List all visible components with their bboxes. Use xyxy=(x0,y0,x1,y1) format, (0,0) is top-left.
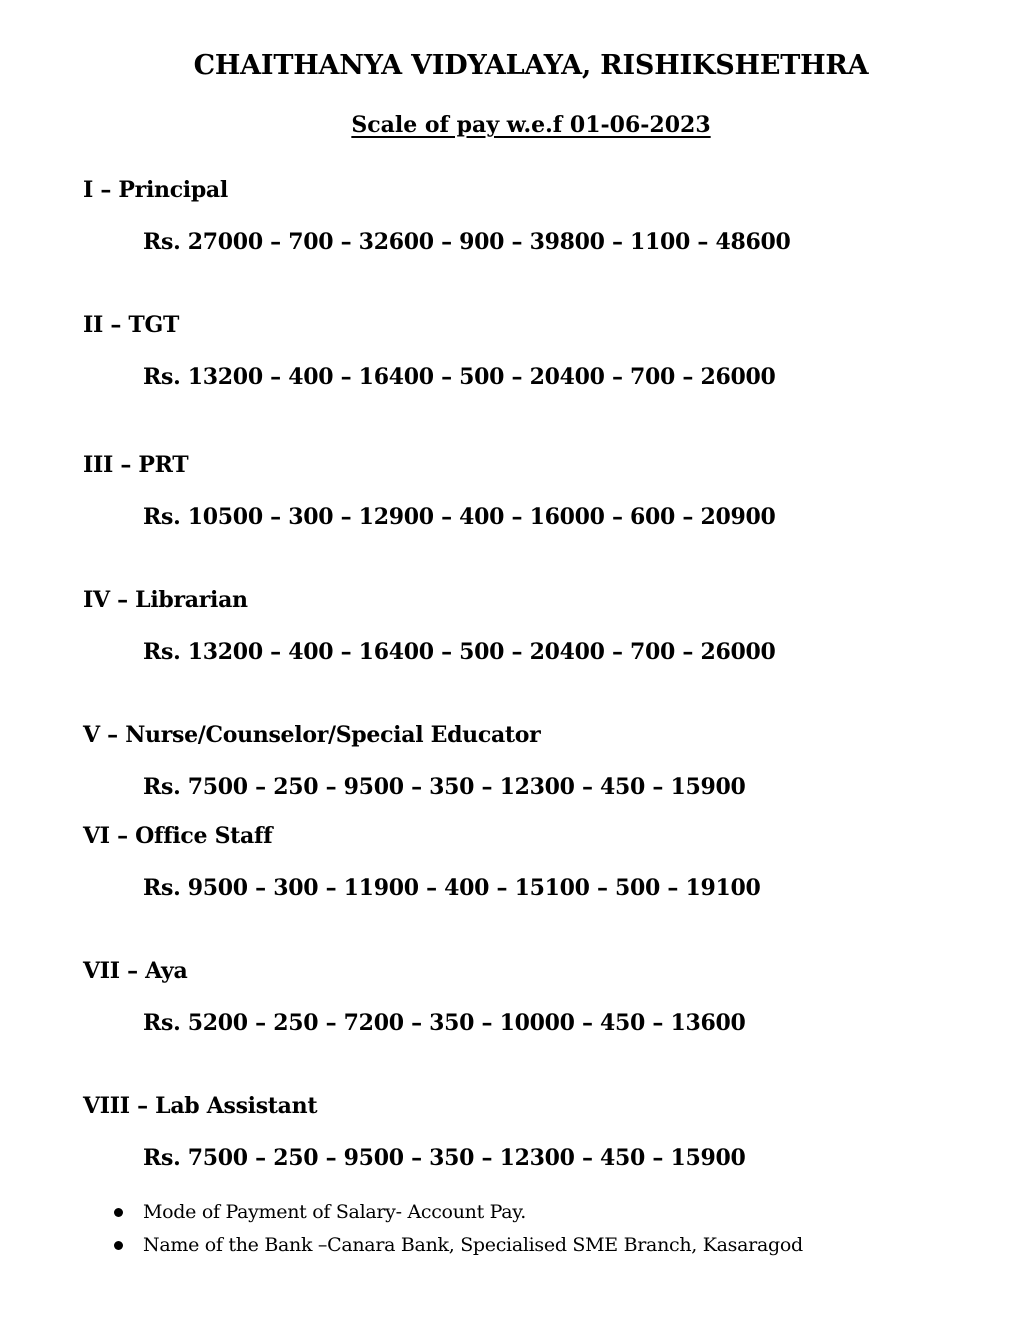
pay-scale-principal: Rs. 27000 – 700 – 32600 – 900 – 39800 – 1100 – 48600 xyxy=(143,229,791,255)
post-heading-office-staff: VI – Office Staff xyxy=(83,823,273,849)
list-item xyxy=(112,1198,803,1231)
page-subtitle: Scale of pay w.e.f 01-06-2023 xyxy=(351,112,711,138)
pay-scale-aya: Rs. 5200 – 250 – 7200 – 350 – 10000 – 450 – 13600 xyxy=(143,1010,746,1036)
post-heading-prt: III – PRT xyxy=(83,452,189,478)
page-title: CHAITHANYA VIDYALAYA, RISHIKSHETHRA xyxy=(193,50,869,81)
post-heading-librarian: IV – Librarian xyxy=(83,587,248,613)
list-item xyxy=(112,1231,803,1264)
bullet-icon xyxy=(114,1208,123,1217)
pay-scale-nurse-counselor: Rs. 7500 – 250 – 9500 – 350 – 12300 – 450 – 15900 xyxy=(143,774,746,800)
post-heading-aya: VII – Aya xyxy=(83,958,188,984)
pay-scale-librarian: Rs. 13200 – 400 – 16400 – 500 – 20400 – 700 – 26000 xyxy=(143,639,776,665)
note-bank-name: Name of the Bank –Canara Bank, Specialised SME Branch, Kasaragod xyxy=(143,1234,803,1256)
post-heading-principal: I – Principal xyxy=(83,177,228,203)
note-payment-mode: Mode of Payment of Salary- Account Pay. xyxy=(143,1201,526,1223)
notes-list xyxy=(112,1198,803,1264)
pay-scale-prt: Rs. 10500 – 300 – 12900 – 400 – 16000 – 600 – 20900 xyxy=(143,504,776,530)
pay-scale-tgt: Rs. 13200 – 400 – 16400 – 500 – 20400 – 700 – 26000 xyxy=(143,364,776,390)
pay-scale-office-staff: Rs. 9500 – 300 – 11900 – 400 – 15100 – 500 – 19100 xyxy=(143,875,761,901)
post-heading-tgt: II – TGT xyxy=(83,312,180,338)
post-heading-lab-assistant: VIII – Lab Assistant xyxy=(83,1093,318,1119)
pay-scale-lab-assistant: Rs. 7500 – 250 – 9500 – 350 – 12300 – 450 – 15900 xyxy=(143,1145,746,1171)
post-heading-nurse-counselor: V – Nurse/Counselor/Special Educator xyxy=(83,722,541,748)
bullet-icon xyxy=(114,1241,123,1250)
